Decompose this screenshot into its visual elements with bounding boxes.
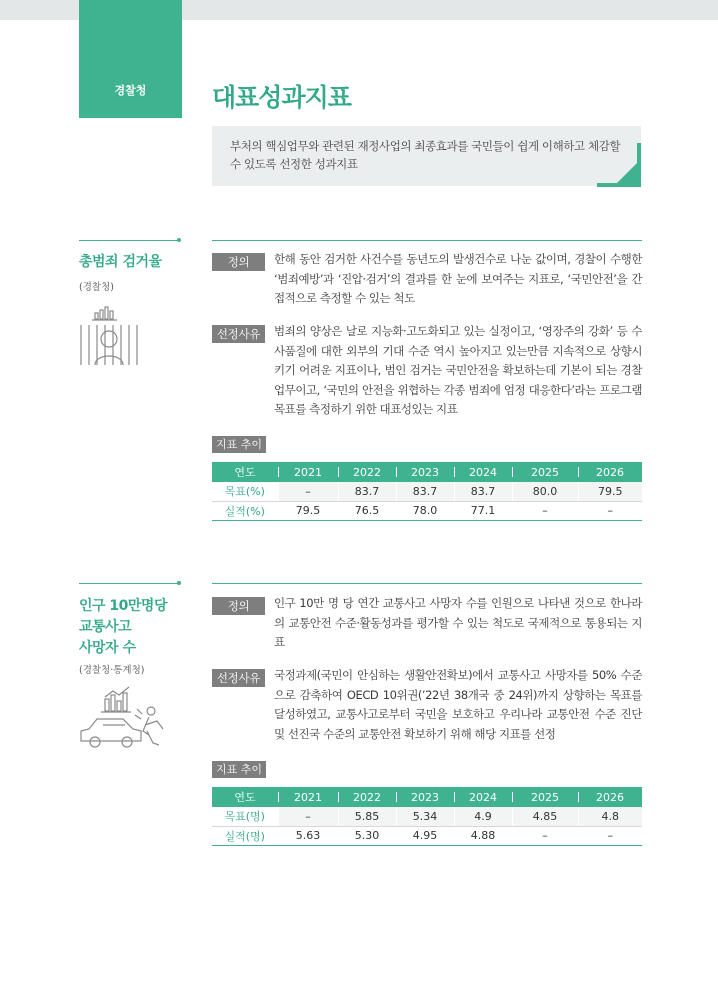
divider-dot xyxy=(177,581,181,585)
table-cell: – xyxy=(512,826,578,845)
row-header-cell: 목표(명) xyxy=(212,807,278,826)
table-cell: 4.8 xyxy=(578,807,642,826)
trend-label: 지표 추이 xyxy=(212,761,266,778)
table-header-cell: 2024 xyxy=(454,787,512,807)
table-row xyxy=(212,807,642,826)
description-text: 부처의 핵심업무와 관련된 재정사업의 최종효과를 국민들이 쉽게 이해하고 체감할 수 있도록 선정한 성과지표 xyxy=(230,139,621,171)
section-divider xyxy=(212,240,642,241)
reason-text: 범죄의 양상은 날로 지능화·고도화되고 있는 실정이고, ‘영장주의 강화’ 등 수사품질에 대한 외부의 기대 수준 역시 높아지고 있는만큼 지속적으로 상향시키기 어려운 지표이나, 범인 검거는 국민안전을 확보하는데 기본이 되는 경찰 업무이고, ‘국민의 안전을 위협하는 각종 범죄에 엄정 대응한다’라는 프로그램 목표를 측정하기 위한 대표성있는 지표 xyxy=(274,324,642,416)
table-cell: – xyxy=(278,807,338,826)
table-cell: 4.9 xyxy=(454,807,512,826)
indicator-title xyxy=(79,252,162,273)
indicator-title-line: 교통사고 xyxy=(79,619,132,635)
indicator-title-line: 사망자 수 xyxy=(79,640,136,656)
table-cell: 76.5 xyxy=(338,501,396,520)
table-header-row xyxy=(212,462,642,482)
table-cell: 5.34 xyxy=(396,807,454,826)
car-accident-icon xyxy=(79,685,165,751)
table-cell: 4.85 xyxy=(512,807,578,826)
corner-accent-icon xyxy=(597,143,641,187)
indicator-title-line: 총범죄 검거율 xyxy=(79,254,162,270)
reason-text: 국정과제(국민이 안심하는 생활안전확보)에서 교통사고 사망자를 50% 수준으로 감축하여 OECD 10위권(’22년 38개국 중 24위)까지 상향하는 목표를 달성하였고, 교통사고로부터 국민을 보호하고 우리나라 교통안전 수준 진단 및 선진국 수준의 교통안전 확보하기 위해 해당 지표를 선정 xyxy=(274,668,642,741)
trend-label: 지표 추이 xyxy=(212,436,266,453)
table-header-cell: 2025 xyxy=(512,462,578,482)
table-row xyxy=(212,826,642,845)
table-header-cell: 연도 xyxy=(212,462,278,482)
table-header-cell: 2022 xyxy=(338,462,396,482)
table-header-cell: 연도 xyxy=(212,787,278,807)
table-header-cell: 2023 xyxy=(396,787,454,807)
section-divider xyxy=(79,240,179,241)
table-header-cell: 2022 xyxy=(338,787,396,807)
table-cell: 77.1 xyxy=(454,501,512,520)
indicator-agency: (경찰청·통계청) xyxy=(79,665,145,676)
definition-text: 인구 10만 명 당 연간 교통사고 사망자 수를 인원으로 나타낸 것으로 한나라의 교통안전 수준·활동성과를 평가할 수 있는 척도로 국제적으로 통용되는 지표 xyxy=(274,596,642,649)
definition-text: 한해 동안 검거한 사건수를 동년도의 발생건수로 나눈 값이며, 경찰이 수행한 ‘범죄예방’과 ‘진압·검거’의 결과를 한 눈에 보여주는 지표로, ‘국민안전’을 간접적으로 측정할 수 있는 척도 xyxy=(274,252,642,305)
table-cell: – xyxy=(278,482,338,501)
table-cell: 5.63 xyxy=(278,826,338,845)
agency-tab: 경찰청 xyxy=(79,0,182,118)
row-header-cell: 실적(명) xyxy=(212,826,278,845)
table-cell: 79.5 xyxy=(278,501,338,520)
definition-label: 정의 xyxy=(212,253,265,271)
table-cell: – xyxy=(578,826,642,845)
table-cell: 83.7 xyxy=(454,482,512,501)
table-cell: 79.5 xyxy=(578,482,642,501)
table-header-cell: 2021 xyxy=(278,787,338,807)
table-header-row xyxy=(212,787,642,807)
table-header-cell: 2026 xyxy=(578,462,642,482)
table-header-cell: 2026 xyxy=(578,787,642,807)
reason-label: 선정사유 xyxy=(212,669,265,687)
table-row xyxy=(212,501,642,520)
table-cell: 5.85 xyxy=(338,807,396,826)
indicator-title-line: 인구 10만명당 xyxy=(79,598,167,614)
prison-bars-chart-icon xyxy=(79,303,139,367)
table-cell: – xyxy=(512,501,578,520)
table-cell: 78.0 xyxy=(396,501,454,520)
page-title: 대표성과지표 xyxy=(212,83,351,112)
reason-label: 선정사유 xyxy=(212,325,265,343)
table-cell: 80.0 xyxy=(512,482,578,501)
divider-dot xyxy=(177,238,181,242)
table-cell: 5.30 xyxy=(338,826,396,845)
table-header-cell: 2021 xyxy=(278,462,338,482)
table-row xyxy=(212,482,642,501)
description-box xyxy=(212,126,641,186)
row-header-cell: 실적(%) xyxy=(212,501,278,520)
table-header-cell: 2023 xyxy=(396,462,454,482)
metrics-table xyxy=(212,787,642,846)
section-divider xyxy=(212,583,642,584)
indicator-agency: (경찰청) xyxy=(79,282,114,293)
table-cell: 83.7 xyxy=(396,482,454,501)
indicator-title xyxy=(79,596,167,659)
definition-label: 정의 xyxy=(212,597,265,615)
table-cell: 4.95 xyxy=(396,826,454,845)
row-header-cell: 목표(%) xyxy=(212,482,278,501)
table-cell: 4.88 xyxy=(454,826,512,845)
table-header-cell: 2024 xyxy=(454,462,512,482)
table-header-cell: 2025 xyxy=(512,787,578,807)
table-cell: – xyxy=(578,501,642,520)
table-cell: 83.7 xyxy=(338,482,396,501)
section-divider xyxy=(79,583,179,584)
metrics-table xyxy=(212,462,642,521)
